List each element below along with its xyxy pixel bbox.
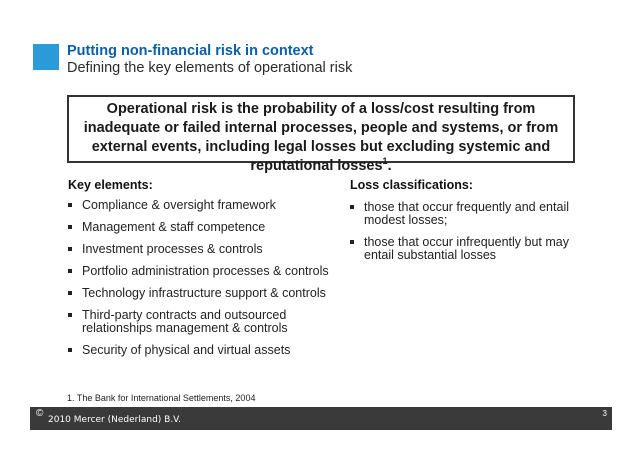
slide-subtitle: Defining the key elements of operational risk (67, 60, 353, 76)
definition-box (67, 95, 575, 174)
definition-end-punctuation: . (387, 158, 392, 174)
list-item (68, 199, 338, 212)
key-elements-heading: Key elements: (68, 178, 153, 192)
list-item-text: Investment processes & controls (82, 242, 263, 256)
accent-square (33, 44, 59, 70)
slide-title: Putting non-financial risk in context (67, 43, 314, 59)
list-item (350, 236, 590, 262)
loss-classifications-heading: Loss classifications: (350, 178, 473, 192)
list-item (68, 309, 338, 335)
bullet-icon (68, 225, 72, 229)
definition-text: Operational risk is the probability of a loss/cost resulting from inadequate or failed internal processes, people and systems, or from external events, including legal losses but excluding systemic and reputational losses (83, 101, 559, 174)
footnote: 1. The Bank for International Settlements, 2004 (67, 393, 256, 403)
list-item (68, 221, 338, 234)
list-item-text: those that occur frequently and entail modest losses; (364, 200, 569, 227)
bullet-icon (350, 240, 354, 244)
bullet-icon (350, 205, 354, 209)
list-item (68, 265, 338, 278)
copyright-text: 2010 Mercer (Nederland) B.V. (48, 415, 182, 425)
copyright-symbol: © (36, 408, 44, 419)
list-item (68, 287, 338, 300)
list-item-text: Security of physical and virtual assets (82, 343, 291, 357)
list-item-text: Technology infrastructure support & controls (82, 286, 326, 300)
loss-classifications-list (350, 201, 590, 271)
bullet-icon (68, 269, 72, 273)
definition-footnote-marker: 1 (382, 156, 388, 167)
list-item (350, 201, 590, 227)
list-item-text: Compliance & oversight framework (82, 198, 276, 212)
list-item-text: Portfolio administration processes & controls (82, 264, 329, 278)
key-elements-list (68, 199, 338, 366)
bullet-icon (68, 203, 72, 207)
bullet-icon (68, 291, 72, 295)
bullet-icon (68, 247, 72, 251)
list-item (68, 243, 338, 256)
bullet-icon (68, 313, 72, 317)
list-item (68, 344, 338, 357)
list-item-text: Third-party contracts and outsourced relationships management & controls (82, 308, 288, 335)
bullet-icon (68, 348, 72, 352)
page-number: 3 (602, 409, 607, 418)
list-item-text: those that occur infrequently but may entail substantial losses (364, 235, 569, 262)
list-item-text: Management & staff competence (82, 220, 266, 234)
